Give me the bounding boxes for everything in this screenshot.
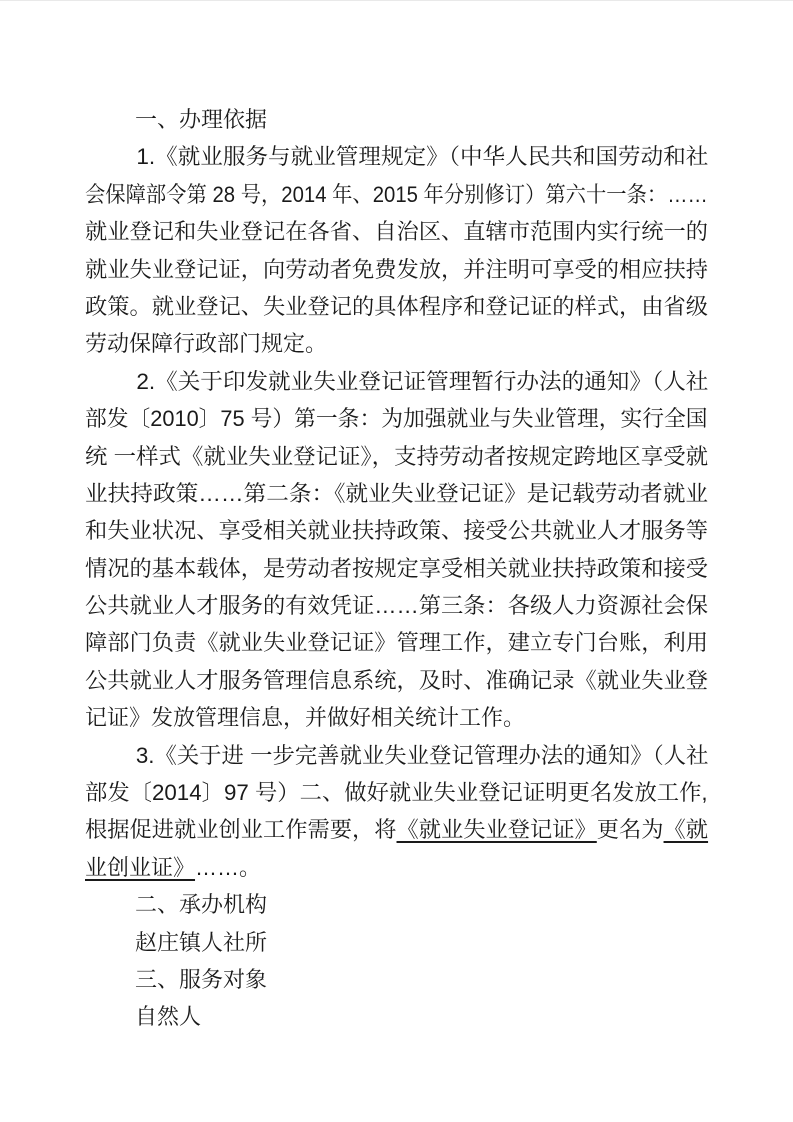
text-line	[85, 587, 710, 624]
text-line	[85, 251, 710, 288]
line-content	[85, 251, 708, 288]
text-run: 赵庄镇人社所	[135, 929, 268, 955]
text-run: 自然人	[135, 1004, 202, 1030]
heading-section-2	[85, 886, 710, 923]
line-content	[85, 176, 708, 213]
text-line	[85, 288, 710, 325]
line-content	[85, 998, 201, 1035]
text-line	[85, 849, 710, 886]
text-line	[85, 737, 710, 774]
underlined-text: 《就业失业登记证》	[396, 817, 597, 843]
line-content	[85, 475, 708, 512]
text-run: 情况的基本载体，是劳动者按规定享受相关就业扶持政策和接受	[85, 555, 709, 581]
text-run: 障部门负责《就业失业登记证》管理工作，建立专门台账，利用	[85, 630, 709, 656]
text-run: 根据促进就业创业工作需要，将	[85, 817, 397, 843]
document-body	[85, 101, 710, 1036]
text-run: 二、承办机构	[135, 892, 268, 918]
first-line-indent	[85, 762, 136, 763]
line-content	[85, 288, 708, 325]
line-content	[85, 699, 525, 736]
line-content	[85, 438, 708, 475]
paragraph-service-target	[85, 998, 710, 1035]
text-line	[85, 363, 710, 400]
line-content	[85, 512, 708, 549]
text-run: 部发〔2014〕97 号）二、做好就业失业登记证明更名发放工作,	[85, 780, 708, 806]
paragraph-basis-3	[85, 737, 710, 887]
line-content	[85, 363, 708, 400]
line-content	[85, 924, 267, 961]
text-run: 统 一样式《就业失业登记证》，支持劳动者按规定跨地区享受就	[85, 443, 709, 469]
text-line	[85, 213, 710, 250]
first-line-indent	[85, 1023, 135, 1024]
heading-section-1	[85, 101, 710, 138]
line-content	[85, 101, 267, 138]
paragraph-basis-1	[85, 138, 710, 362]
text-run: 公共就业人才服务的有效凭证……第三条：各级人力资源社会保	[85, 593, 709, 619]
text-run: 部发〔2010〕75 号）第一条：为加强就业与失业管理，实行全国	[85, 406, 708, 432]
text-run: 更名为	[596, 817, 664, 843]
first-line-indent	[85, 163, 136, 164]
text-run: 业扶持政策……第二条：《就业失业登记证》是记载劳动者就业	[85, 480, 709, 506]
line-content	[85, 400, 708, 437]
first-line-indent	[85, 949, 135, 950]
text-run: 就业登记和失业登记在各省、自治区、直辖市范围内实行统一的	[85, 219, 709, 245]
line-content	[85, 624, 708, 661]
text-line	[85, 624, 710, 661]
text-run: 公共就业人才服务管理信息系统，及时、准确记录《就业失业登	[85, 667, 709, 693]
text-run: 2.《关于印发就业失业登记证管理暂行办法的通知》（人社	[136, 368, 709, 394]
line-content	[85, 774, 708, 811]
text-line	[85, 475, 710, 512]
line-content	[85, 213, 708, 250]
first-line-indent	[85, 986, 135, 987]
line-content	[85, 138, 708, 175]
line-content	[85, 550, 708, 587]
paragraph-agency	[85, 924, 710, 961]
text-line	[85, 924, 710, 961]
line-content	[85, 587, 708, 624]
text-run: 会保障部令第 28 号，2014 年、2015 年分别修订）第六十一条：……	[85, 181, 708, 207]
text-line	[85, 662, 710, 699]
text-line	[85, 811, 710, 848]
text-line	[85, 512, 710, 549]
text-line	[85, 774, 710, 811]
text-line	[85, 176, 710, 213]
text-run: 三、服务对象	[135, 966, 268, 992]
underlined-text: 业创业证》	[85, 854, 196, 880]
line-content	[85, 886, 267, 923]
text-line	[85, 699, 710, 736]
first-line-indent	[85, 388, 136, 389]
text-run: 劳动保障行政部门规定。	[85, 331, 328, 357]
heading-section-3	[85, 961, 710, 998]
text-line	[85, 550, 710, 587]
first-line-indent	[85, 911, 135, 912]
text-line	[85, 400, 710, 437]
text-line	[85, 998, 710, 1035]
line-content	[85, 325, 327, 362]
text-run: 3.《关于进 一步完善就业失业登记管理办法的通知》（人社	[135, 742, 709, 768]
heading-line	[85, 961, 710, 998]
underlined-text: 《就	[663, 817, 709, 843]
heading-line	[85, 886, 710, 923]
text-run: 一、办理依据	[135, 107, 268, 132]
paragraph-basis-2	[85, 363, 710, 737]
line-content	[85, 961, 267, 998]
heading-line	[85, 101, 710, 138]
line-content	[85, 662, 708, 699]
text-run: 1.《就业服务与就业管理规定》（中华人民共和国劳动和社	[136, 144, 709, 170]
text-run: 和失业状况、享受相关就业扶持政策、接受公共就业人才服务等	[85, 518, 709, 544]
text-line	[85, 138, 710, 175]
text-run: ……。	[195, 854, 262, 880]
line-content	[85, 849, 261, 886]
first-line-indent	[85, 126, 135, 127]
line-content	[85, 737, 708, 774]
text-run: 记证》发放管理信息，并做好相关统计工作。	[85, 705, 526, 731]
text-line	[85, 438, 710, 475]
text-run: 就业失业登记证，向劳动者免费发放，并注明可享受的相应扶持	[85, 256, 709, 282]
text-run: 政策。就业登记、失业登记的具体程序和登记证的样式，由省级	[85, 293, 709, 319]
text-line	[85, 325, 710, 362]
line-content	[85, 811, 708, 848]
